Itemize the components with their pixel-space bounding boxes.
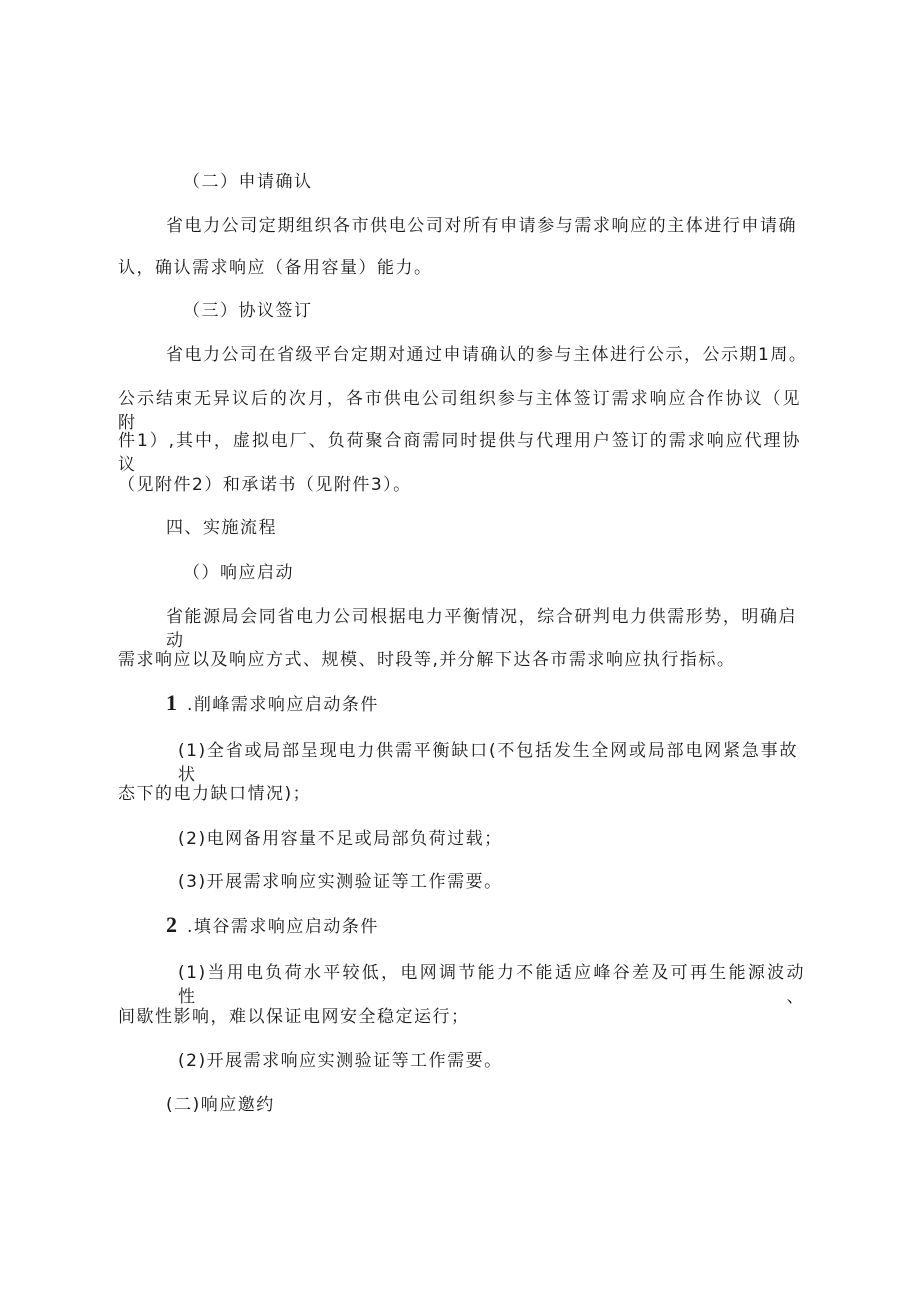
section-heading-application-confirm: （二）申请确认 bbox=[183, 172, 313, 192]
paragraph-line: 省能源局会同省电力公司根据电力平衡情况，综合研判电力供需形势，明确启动 bbox=[166, 607, 797, 651]
paragraph-line: 件1）,其中，虚拟电厂、负荷聚合商需同时提供与代理用户签订的需求响应代理协议 bbox=[118, 431, 801, 475]
paragraph-line: 公示结束无异议后的次月，各市供电公司组织参与主体签订需求响应合作协议（见附 bbox=[118, 389, 801, 433]
subheading-valley-filling bbox=[166, 913, 379, 939]
section-heading-agreement-signing: （三）协议签订 bbox=[183, 301, 313, 321]
list-item: (2)电网备用容量不足或局部负荷过载； bbox=[178, 829, 503, 849]
list-item: (2)开展需求响应实测验证等工作需要。 bbox=[178, 1051, 503, 1071]
subheading-text: .削峰需求响应启动条件 bbox=[187, 695, 379, 715]
item-number: 2 bbox=[166, 912, 177, 937]
subheading-text: .填谷需求响应启动条件 bbox=[187, 917, 379, 937]
section-heading-response-start: （）响应启动 bbox=[183, 563, 294, 583]
list-item-line: (1)全省或局部呈现电力供需平衡缺口(不包括发生全网或局部电网紧急事故状 bbox=[178, 741, 798, 785]
paragraph-line: 省电力公司在省级平台定期对通过申请确认的参与主体进行公示，公示期1周。 bbox=[166, 345, 808, 365]
list-item-line: (1)当用电负荷水平较低，电网调节能力不能适应峰谷差及可再生能源波动性、 bbox=[178, 963, 805, 1007]
list-item: (3)开展需求响应实测验证等工作需要。 bbox=[178, 872, 503, 892]
paragraph-line: 需求响应以及响应方式、规模、时段等,并分解下达各市需求响应执行指标。 bbox=[118, 650, 736, 670]
paragraph-line: 认，确认需求响应（备用容量）能力。 bbox=[118, 258, 433, 278]
subheading-peak-shaving bbox=[166, 691, 379, 717]
list-item-line: 态下的电力缺口情况)； bbox=[118, 784, 312, 804]
section-heading-response-invitation: (二)响应邀约 bbox=[166, 1095, 275, 1115]
item-number: 1 bbox=[166, 690, 177, 715]
paragraph-line: （见附件2）和承诺书（见附件3）。 bbox=[118, 475, 412, 495]
chapter-heading-implementation: 四、实施流程 bbox=[166, 518, 277, 538]
paragraph-line: 省电力公司定期组织各市供电公司对所有申请参与需求响应的主体进行申请确 bbox=[166, 216, 797, 236]
list-item-line: 间歇性影响，难以保证电网安全稳定运行； bbox=[118, 1007, 470, 1027]
